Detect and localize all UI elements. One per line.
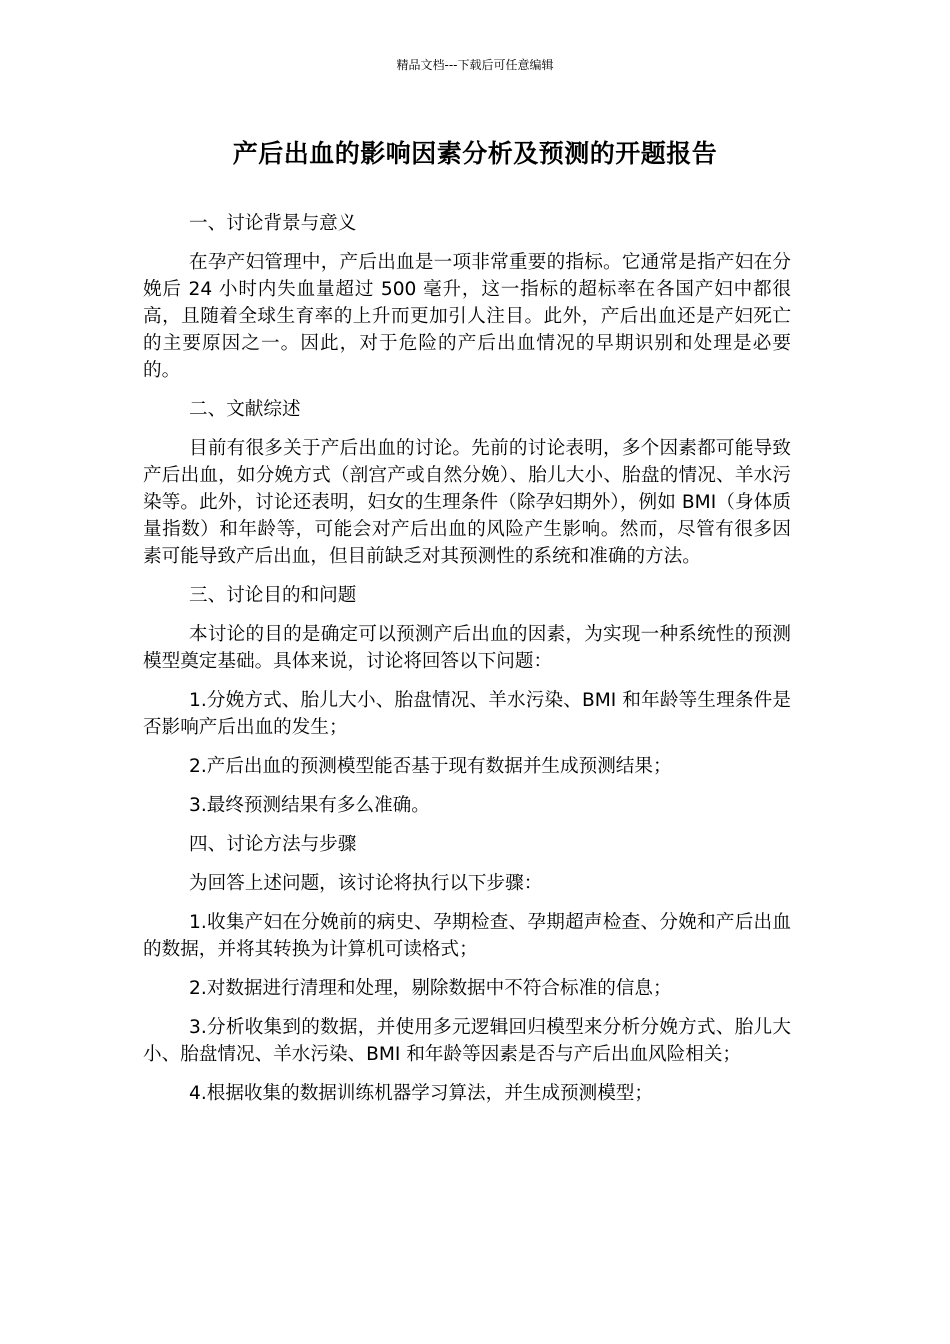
section-heading-methods: 四、讨论方法与步骤 bbox=[189, 834, 357, 855]
paragraph: 目前有很多关于产后出血的讨论。先前的讨论表明，多个因素都可能导致产后出血，如分娩方式（剖宫产或自然分娩）、胎儿大小、胎盘的情况、羊水污染等。此外，讨论还表明，妇女的生理条件（除孕妇期外），例如 BMI（身体质量指数）和年龄等，可能会对产后出血的风险产生影响。然而，尽管有很多因素可能导致产后出血，但目前缺乏对其预测性的系统和准确的方法。 bbox=[143, 438, 791, 567]
section-heading-objectives: 三、讨论目的和问题 bbox=[189, 585, 357, 606]
document-body bbox=[143, 210, 791, 1119]
paragraph: 为回答上述问题，该讨论将执行以下步骤： bbox=[189, 873, 543, 894]
step-item: 3.分析收集到的数据，并使用多元逻辑回归模型来分析分娩方式、胎儿大小、胎盘情况、羊水污染、BMI 和年龄等因素是否与产后出血风险相关； bbox=[143, 1017, 791, 1065]
step-item: 1.收集产妇在分娩前的病史、孕期检查、孕期超声检查、分娩和产后出血的数据，并将其转换为计算机可读格式； bbox=[143, 912, 791, 960]
paragraph: 本讨论的目的是确定可以预测产后出血的因素，为实现一种系统性的预测模型奠定基础。具体来说，讨论将回答以下问题： bbox=[143, 624, 791, 672]
step-item: 2.对数据进行清理和处理，剔除数据中不符合标准的信息； bbox=[189, 978, 672, 999]
document-title: 产后出血的影响因素分析及预测的开题报告 bbox=[232, 139, 718, 168]
section-heading-background: 一、讨论背景与意义 bbox=[189, 213, 357, 234]
page-header: 精品文档---下载后可任意编辑 bbox=[396, 58, 554, 72]
step-item: 4.根据收集的数据训练机器学习算法，并生成预测模型； bbox=[189, 1083, 653, 1104]
paragraph: 在孕产妇管理中，产后出血是一项非常重要的指标。它通常是指产妇在分娩后 24 小时内失血量超过 500 毫升，这一指标的超标率在各国产妇中都很高，且随着全球生育率的上升而更加引人注目。此外，产后出血还是产妇死亡的主要原因之一。因此，对于危险的产后出血情况的早期识别和处理是必要的。 bbox=[143, 252, 791, 381]
question-item: 3.最终预测结果有多么准确。 bbox=[189, 795, 430, 816]
question-item: 1.分娩方式、胎儿大小、胎盘情况、羊水污染、BMI 和年龄等生理条件是否影响产后出血的发生； bbox=[143, 690, 791, 738]
question-item: 2.产后出血的预测模型能否基于现有数据并生成预测结果； bbox=[189, 756, 672, 777]
section-heading-literature-review: 二、文献综述 bbox=[189, 399, 301, 420]
